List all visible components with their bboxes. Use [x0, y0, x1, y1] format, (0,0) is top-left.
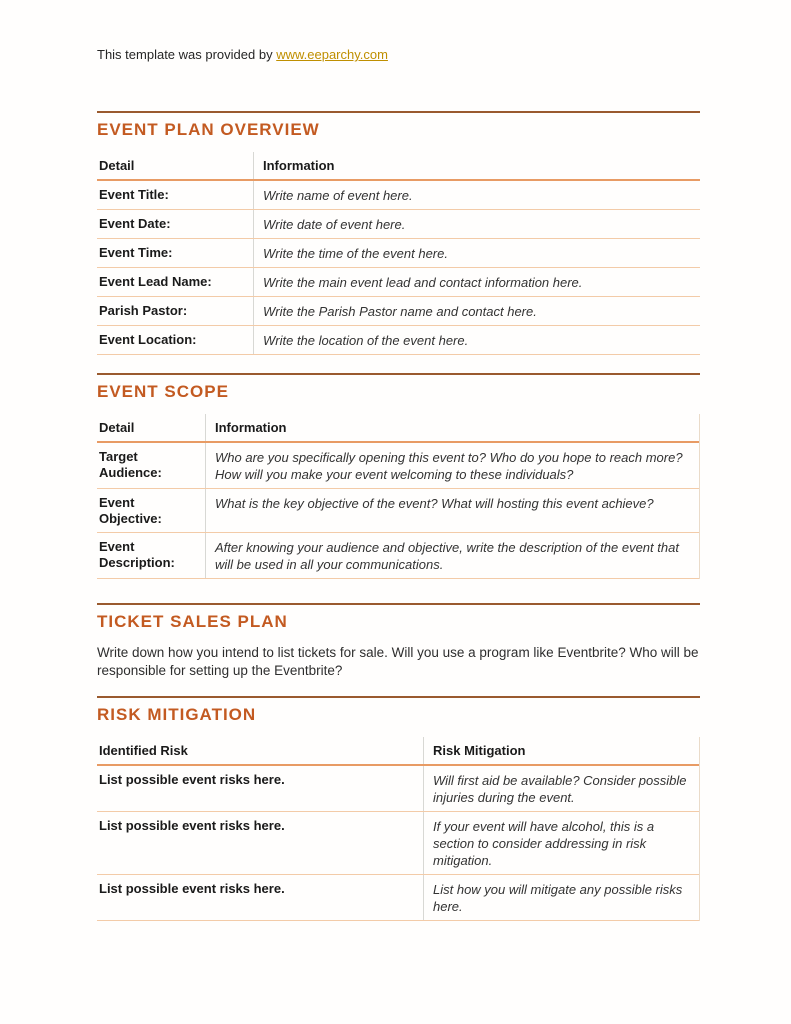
row-value: Write the location of the event here. [253, 326, 700, 354]
row-label: Event Date: [99, 216, 171, 231]
column-header-risk-mitigation: Risk Mitigation [423, 737, 699, 764]
table-row [97, 181, 700, 210]
template-credit [97, 46, 700, 63]
section-rule [97, 373, 700, 375]
row-value: Write the time of the event here. [253, 239, 700, 267]
table-row [97, 875, 699, 921]
row-label: Event Time: [99, 245, 173, 260]
row-value: If your event will have alcohol, this is a section to consider addressing in risk mitigation. [423, 812, 699, 874]
row-value: List how you will mitigate any possible risks here. [423, 875, 699, 920]
row-label: Event Title: [99, 187, 169, 202]
row-value: What is the key objective of the event? What will hosting this event achieve? [205, 489, 699, 532]
column-header-information: Information [205, 414, 699, 441]
table-row [97, 297, 700, 326]
row-label: Parish Pastor: [99, 303, 188, 318]
risk-mitigation-table [97, 737, 700, 921]
section-event-scope [97, 373, 700, 579]
section-title-event-scope: EVENT SCOPE [97, 382, 229, 401]
row-label: List possible event risks here. [99, 818, 285, 833]
row-label: Event Description: [99, 539, 175, 570]
row-label: Event Lead Name: [99, 274, 212, 289]
event-plan-overview-table [97, 152, 700, 355]
row-value: Will first aid be available? Consider possible injuries during the event. [423, 766, 699, 811]
section-rule [97, 696, 700, 698]
table-header-row [97, 414, 699, 443]
table-row [97, 239, 700, 268]
row-value: Write name of event here. [253, 181, 700, 209]
table-header-row [97, 152, 700, 181]
section-risk-mitigation [97, 696, 700, 921]
table-row [97, 210, 700, 239]
section-event-plan-overview [97, 111, 700, 355]
table-row [97, 326, 700, 355]
row-label: Event Location: [99, 332, 197, 347]
row-value: After knowing your audience and objective, write the description of the event that will be used in all your communications. [205, 533, 699, 578]
row-value: Who are you specifically opening this event to? Who do you hope to reach more? How will you make your event welcoming to these individuals? [205, 443, 699, 488]
event-scope-table [97, 414, 700, 579]
template-credit-text: This template was provided by [97, 47, 277, 62]
table-row [97, 766, 699, 812]
section-title-event-plan-overview: EVENT PLAN OVERVIEW [97, 120, 320, 139]
table-row [97, 268, 700, 297]
row-value: Write the main event lead and contact information here. [253, 268, 700, 296]
row-value: Write date of event here. [253, 210, 700, 238]
section-rule [97, 603, 700, 605]
section-ticket-sales-plan [97, 603, 700, 680]
row-label: Event Objective: [99, 495, 162, 526]
column-header-detail: Detail [99, 420, 135, 435]
ticket-sales-plan-paragraph: Write down how you intend to list tickets for sale. Will you use a program like Eventbrite? Who will be responsible for setting up the Eventbrite? [97, 645, 699, 678]
column-header-identified-risk: Identified Risk [99, 743, 188, 758]
row-value: Write the Parish Pastor name and contact here. [253, 297, 700, 325]
section-rule [97, 111, 700, 113]
row-label: Target Audience: [99, 449, 162, 480]
row-label: List possible event risks here. [99, 772, 285, 787]
section-title-risk-mitigation: RISK MITIGATION [97, 705, 257, 724]
credit-link[interactable]: www.eeparchy.com [276, 47, 388, 62]
table-row [97, 812, 699, 875]
row-label: List possible event risks here. [99, 881, 285, 896]
table-row [97, 533, 699, 579]
table-row [97, 443, 699, 489]
column-header-detail: Detail [99, 158, 135, 173]
section-title-ticket-sales-plan: TICKET SALES PLAN [97, 612, 288, 631]
table-row [97, 489, 699, 533]
table-header-row [97, 737, 699, 766]
column-header-information: Information [253, 152, 700, 179]
